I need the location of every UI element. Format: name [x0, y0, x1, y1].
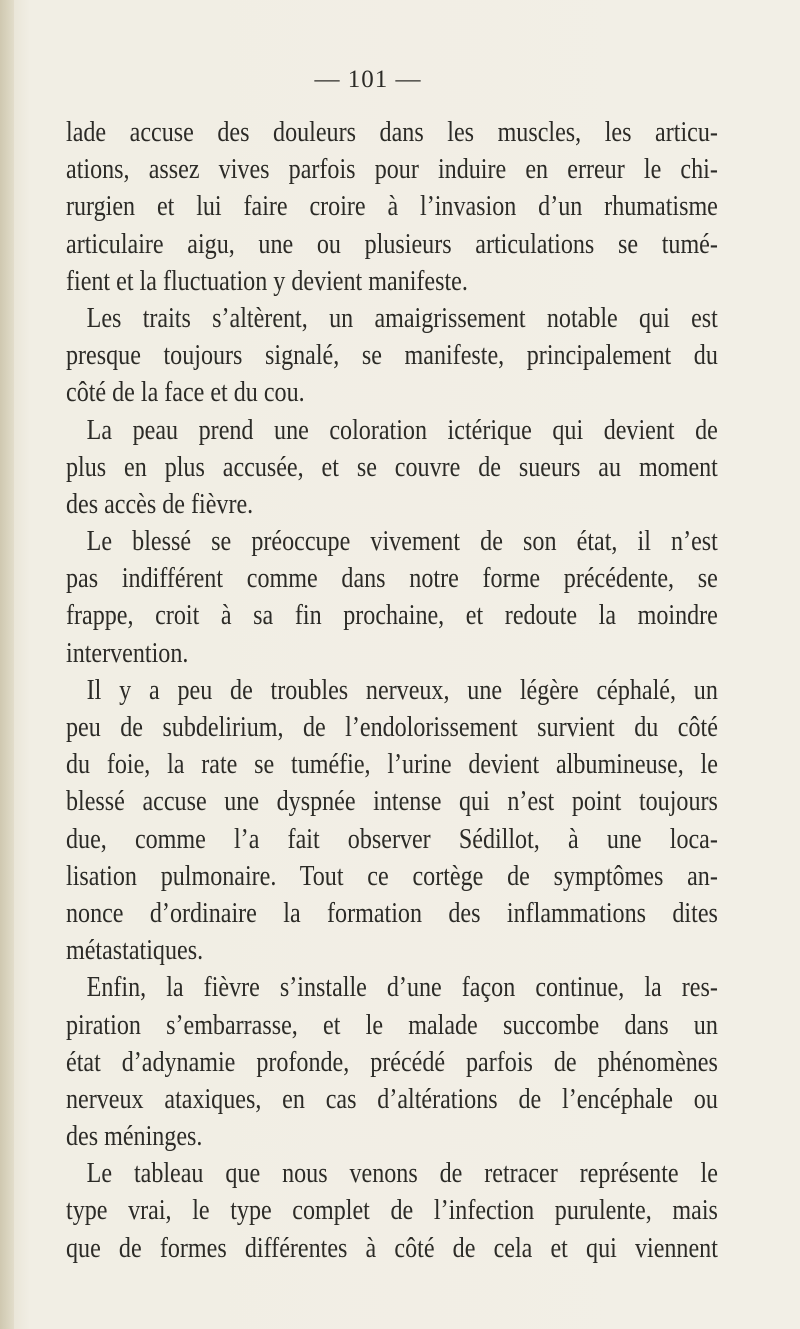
text-line: peu de subdelirium, de l’endolorissement survient du côté — [66, 712, 718, 743]
text-line: côté de la face et du cou. — [66, 377, 305, 409]
text-line: piration s’embarrasse, et le malade succombe dans un — [66, 1009, 718, 1041]
text-line: Enfin, la fièvre s’installe d’une façon continue, la res- — [86, 972, 718, 1004]
text-line: plus en plus accusée, et se couvre de sueurs au moment — [66, 451, 718, 483]
text-line: Il y a peu de troubles nerveux, une légère céphalé, un — [86, 674, 718, 706]
text-line: que de formes différentes à côté de cela et qui viennent — [66, 1232, 718, 1264]
text-line: métastatiques. — [66, 935, 204, 967]
text-line: La peau prend une coloration ictérique qui devient de — [86, 414, 718, 446]
text-line: type vrai, le type complet de l’infection purulente, mais — [66, 1195, 718, 1227]
text-line: intervention. — [66, 637, 189, 669]
text-line: Les traits s’altèrent, un amaigrissement notable qui est — [86, 302, 718, 334]
text-line: Le blessé se préoccupe vivement de son état, il n’est — [86, 526, 718, 558]
text-line: nonce d’ordinaire la formation des inflammations dites — [66, 897, 718, 929]
page-binding-edge — [0, 0, 14, 1329]
body-text — [66, 114, 718, 1267]
text-line: due, comme l’a fait observer Sédillot, à une loca- — [66, 823, 718, 855]
text-line: des accès de fièvre. — [66, 488, 254, 520]
text-line: pas indifférent comme dans notre forme précédente, se — [66, 563, 718, 595]
text-line: blessé accuse une dyspnée intense qui n’est point toujours — [66, 786, 718, 818]
text-line: lade accuse des douleurs dans les muscles, les articu- — [66, 117, 718, 148]
text-line: rurgien et lui faire croire à l’invasion d’un rhumatisme — [66, 191, 718, 223]
text-line: lisation pulmonaire. Tout ce cortège de symptômes an- — [66, 860, 718, 892]
text-line: articulaire aigu, une ou plusieurs articulations se tumé- — [66, 228, 718, 260]
text-line: fient et la fluctuation y devient manifeste. — [66, 265, 468, 297]
text-line: Le tableau que nous venons de retracer représente le — [86, 1158, 718, 1190]
text-line: frappe, croit à sa fin prochaine, et redoute la moindre — [66, 600, 718, 632]
text-line: nerveux ataxiques, en cas d’altérations de l’encéphale ou — [66, 1083, 718, 1115]
text-line: du foie, la rate se tuméfie, l’urine devient albumineuse, le — [66, 749, 718, 781]
text-line: presque toujours signalé, se manifeste, principalement du — [66, 340, 718, 372]
text-line: ations, assez vives parfois pour induire en erreur le chi- — [66, 154, 718, 186]
page-number: — 101 — — [314, 66, 422, 93]
text-line: état d’adynamie profonde, précédé parfois de phénomènes — [66, 1046, 718, 1078]
text-line: des méninges. — [66, 1121, 203, 1153]
